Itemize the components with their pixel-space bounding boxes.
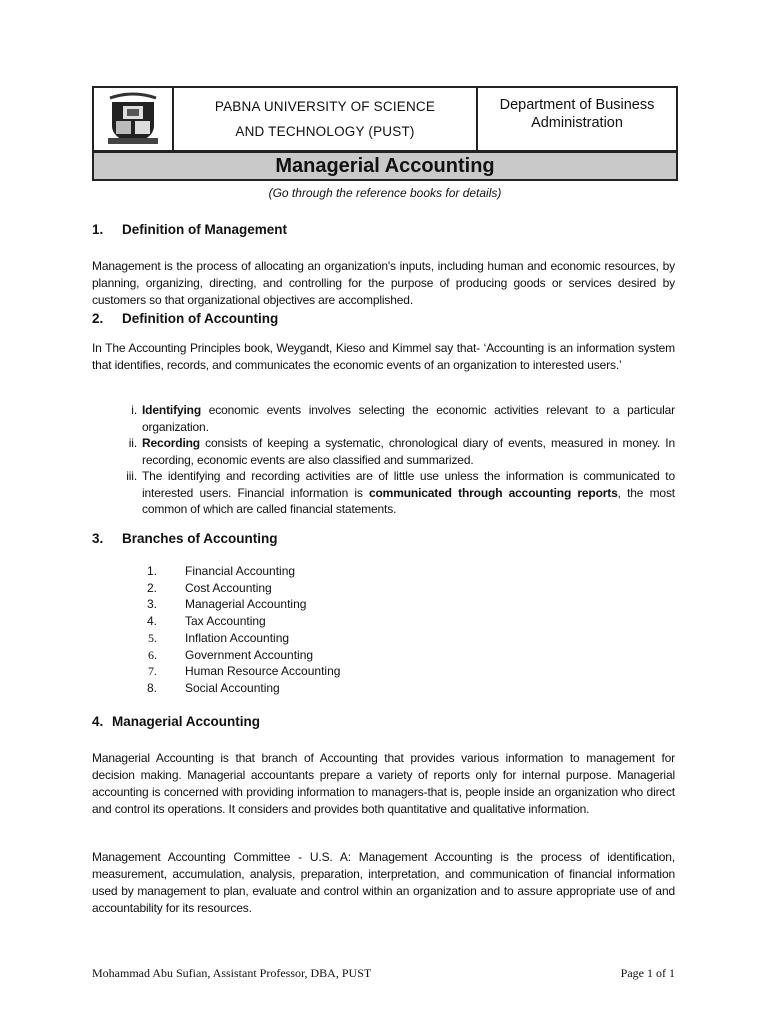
section-title: Definition of Accounting	[122, 311, 279, 326]
section-number: 1.	[92, 222, 104, 237]
list-number: 4.	[146, 614, 157, 629]
list-number: 1.	[146, 564, 157, 578]
university-line-1: PABNA UNIVERSITY OF SCIENCE	[214, 99, 436, 114]
bold-term: communicated through accounting reports	[368, 485, 618, 500]
list-number: 2.	[146, 580, 157, 595]
document-subtitle: (Go through the reference books for details)	[268, 186, 502, 200]
bold-term: Recording	[142, 436, 200, 450]
list-number: i.	[131, 403, 137, 417]
list-number: 7.	[148, 664, 157, 679]
branch-name: Social Accounting	[185, 680, 280, 695]
page-footer	[92, 966, 675, 981]
list-item	[92, 402, 675, 435]
header-table	[92, 86, 678, 152]
list-number: iii.	[126, 469, 137, 483]
section-number: 3.	[92, 531, 104, 546]
footer-author: Mohammad Abu Sufian, Assistant Professor, DBA, PUST	[92, 966, 372, 980]
department-line-2: Administration	[531, 115, 623, 131]
department-line-1: Department of Business	[499, 97, 655, 113]
paragraph: In The Accounting Principles book, Weygandt, Kieso and Kimmel say that- ‘Accounting is an information system that identifies, records, and communicates the economic events of an organization to interested users.’	[92, 341, 675, 372]
branch-name: Government Accounting	[185, 647, 314, 662]
list-number: 3.	[146, 597, 157, 612]
section-number: 4.	[92, 714, 104, 729]
list-number: 6.	[148, 647, 157, 662]
list-item	[92, 435, 675, 468]
branches-list	[92, 563, 340, 697]
university-logo-cell	[94, 88, 174, 150]
section-title: Managerial Accounting	[112, 714, 261, 729]
section-heading	[92, 531, 278, 546]
list-number: ii.	[128, 436, 137, 450]
section-heading	[92, 311, 278, 326]
list-item	[92, 468, 675, 518]
section-title: Branches of Accounting	[122, 531, 278, 546]
section-heading	[92, 714, 260, 729]
list-text: consists of keeping a systematic, chronological diary of events, measured in money. In recording, economic events are also classified and summarized.	[142, 436, 675, 467]
document-title: Managerial Accounting	[92, 151, 678, 181]
list-text: economic events involves selecting the economic activities relevant to a particular organization.	[142, 403, 675, 434]
list-number: 8.	[146, 680, 157, 695]
branch-name: Managerial Accounting	[185, 597, 307, 612]
branch-name: Tax Accounting	[185, 614, 266, 629]
list-item	[92, 563, 340, 580]
university-logo-icon	[102, 90, 164, 148]
paragraph: Managerial Accounting is that branch of Accounting that provides various information to management for decision making. Managerial accountants prepare a variety of reports only for internal purpose. Managerial accounting is concerned with providing information to managers-that is, people inside an organization who direct and control its operations. It considers and provides both quantitative and qualitative information.	[92, 751, 675, 816]
list-item	[92, 596, 340, 613]
list-text: , the most common of which are called financial statements.	[142, 485, 675, 516]
list-item	[92, 630, 340, 647]
bold-term: Identifying	[142, 403, 202, 417]
component-list	[92, 402, 675, 518]
branch-name: Cost Accounting	[185, 580, 272, 595]
section-number: 2.	[92, 311, 104, 326]
section-heading	[92, 222, 287, 237]
university-line-2: AND TECHNOLOGY (PUST)	[235, 124, 415, 139]
list-item	[92, 647, 340, 664]
paragraph: Management is the process of allocating an organization's inputs, including human and economic resources, by planning, organizing, directing, and controlling for the purpose of producing goods or services desired by customers so that organizational objectives are accomplished.	[92, 259, 675, 307]
paragraph: Management Accounting Committee - U.S. A: Management Accounting is the process of identification, measurement, accumulation, analysis, preparation, interpretation, and communication of financial information used by management to plan, evaluate and control within an organization and to assure appropriate use of and accountability for its resources.	[92, 850, 675, 915]
list-item	[92, 580, 340, 597]
section-title: Definition of Management	[122, 222, 287, 237]
list-number: 5.	[148, 630, 157, 645]
branch-name: Inflation Accounting	[185, 630, 290, 645]
branch-name: Financial Accounting	[185, 564, 296, 578]
branch-name: Human Resource Accounting	[185, 664, 341, 679]
list-text: The identifying and recording activities are of little use unless the information is communicated to interested users. Financial information is	[142, 469, 675, 500]
list-item	[92, 613, 340, 630]
list-item	[92, 680, 340, 697]
page-number: Page 1 of 1	[620, 966, 675, 980]
university-name	[174, 88, 478, 150]
list-item	[92, 663, 340, 680]
department-name	[478, 88, 676, 150]
